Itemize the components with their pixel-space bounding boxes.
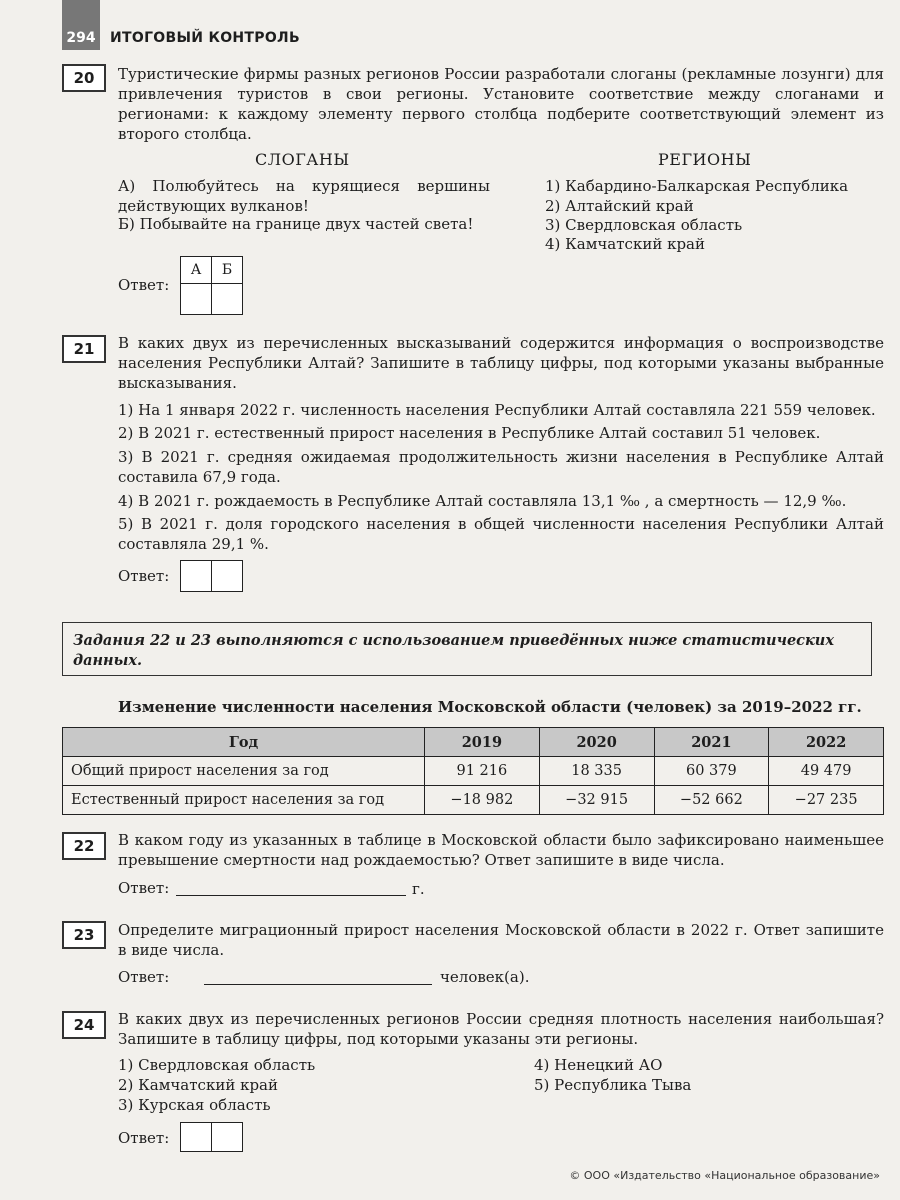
region-3: 3) Свердловская область: [545, 216, 743, 234]
answer-24-cell-1[interactable]: [180, 1122, 212, 1152]
table-row: [63, 757, 884, 786]
answer-label-22: Ответ:: [118, 879, 170, 897]
statement-2: 2) В 2021 г. естественный прирост населения в Республике Алтай составил 51 человек.: [118, 424, 821, 442]
col-header-2021: 2021: [654, 728, 769, 757]
statement-3: 3) В 2021 г. средняя ожидаемая продолжительность жизни населения в Республике Алтай составила 67,9 года.: [118, 448, 884, 486]
section-title: ИТОГОВЫЙ КОНТРОЛЬ: [110, 30, 300, 46]
question-24-text: В каких двух из перечисленных регионов России средняя плотность населения наибольшая? Запишите в таблицу цифры, под которыми указаны эти регионы.: [118, 1010, 884, 1048]
table-cell: 60 379: [654, 757, 769, 786]
answer-label-24: Ответ:: [118, 1129, 170, 1147]
slogan-b: Б) Побывайте на границе двух частей света!: [118, 215, 474, 233]
copyright-notice: © ООО «Издательство «Национальное образование»: [569, 1169, 880, 1182]
question-number-24: 24: [62, 1011, 106, 1039]
answer-21-cell-2[interactable]: [211, 560, 243, 592]
question-23-text: Определите миграционный прирост населения Московской области в 2022 г. Ответ запишите в виде числа.: [118, 921, 884, 959]
table-cell: −32 915: [539, 786, 654, 815]
table-header-row: [63, 728, 884, 757]
answer-20-header-a: А: [180, 256, 212, 284]
question-20-text: Туристические фирмы разных регионов России разработали слоганы (рекламные лозунги) для привлечения туристов в свои регионы. Установите соответствие между слоганами и регионами: к каждому элементу первого столбца подберите соответствующий элемент из второго столбца.: [118, 65, 884, 143]
region-option-5: 5) Республика Тыва: [534, 1076, 692, 1094]
answer-21-cell-1[interactable]: [180, 560, 212, 592]
answer-20-header-b: Б: [211, 256, 243, 284]
answer-label-20: Ответ:: [118, 276, 170, 294]
question-number-23: 23: [62, 921, 106, 949]
table-row: [63, 786, 884, 815]
answer-22-unit: г.: [412, 880, 425, 898]
answer-24-cell-2[interactable]: [211, 1122, 243, 1152]
statement-4: 4) В 2021 г. рождаемость в Республике Алтай составляла 13,1 ‰ , а смертность — 12,9 ‰.: [118, 492, 847, 510]
statement-1: 1) На 1 января 2022 г. численность населения Республики Алтай составляла 221 559 человек.: [118, 401, 876, 419]
col-header-2022: 2022: [769, 728, 884, 757]
question-number-22: 22: [62, 832, 106, 860]
col-header-2020: 2020: [539, 728, 654, 757]
answer-23-field[interactable]: [204, 984, 432, 985]
tasks-22-23-note: Задания 22 и 23 выполняются с использованием приведённых ниже статистических данных.: [62, 622, 872, 676]
regions-heading: РЕГИОНЫ: [658, 150, 752, 169]
question-21-text: В каких двух из перечисленных высказываний содержится информация о воспроизводстве населения Республики Алтай? Запишите в таблицу цифры, под которыми указаны выбранные высказывания.: [118, 334, 884, 392]
page-number: 294: [66, 30, 96, 46]
table-cell: 91 216: [425, 757, 540, 786]
row-label: Естественный прирост населения за год: [63, 786, 425, 815]
answer-label-23: Ответ:: [118, 968, 170, 986]
question-22-text: В каком году из указанных в таблице в Московской области было зафиксировано наименьшее превышение смертности над рождаемостью? Ответ запишите в виде числа.: [118, 831, 884, 869]
table-cell: 18 335: [539, 757, 654, 786]
row-label: Общий прирост населения за год: [63, 757, 425, 786]
statement-5: 5) В 2021 г. доля городского населения в общей численности населения Республики Алтай составляла 29,1 %.: [118, 515, 884, 553]
col-header-2019: 2019: [425, 728, 540, 757]
answer-label-21: Ответ:: [118, 567, 170, 585]
answer-20-cell-b[interactable]: [211, 283, 243, 315]
region-option-2: 2) Камчатский край: [118, 1076, 278, 1094]
table-cell: −52 662: [654, 786, 769, 815]
region-option-4: 4) Ненецкий АО: [534, 1056, 663, 1074]
question-number-20: 20: [62, 64, 106, 92]
table-cell: −18 982: [425, 786, 540, 815]
region-4: 4) Камчатский край: [545, 235, 705, 253]
region-option-3: 3) Курская область: [118, 1096, 271, 1114]
answer-20-cell-a[interactable]: [180, 283, 212, 315]
region-2: 2) Алтайский край: [545, 197, 694, 215]
table-cell: 49 479: [769, 757, 884, 786]
slogan-a: А) Полюбуйтесь на курящиеся вершины действующих вулканов!: [118, 177, 490, 215]
region-1: 1) Кабардино-Балкарская Республика: [545, 177, 849, 195]
table-title: Изменение численности населения Московской области (человек) за 2019–2022 гг.: [118, 698, 862, 716]
answer-23-unit: человек(а).: [440, 968, 530, 986]
slogans-heading: СЛОГАНЫ: [255, 150, 350, 169]
col-header-year: Год: [63, 728, 425, 757]
answer-22-field[interactable]: [176, 895, 406, 896]
population-table: [62, 727, 884, 815]
table-cell: −27 235: [769, 786, 884, 815]
question-number-21: 21: [62, 335, 106, 363]
region-option-1: 1) Свердловская область: [118, 1056, 316, 1074]
